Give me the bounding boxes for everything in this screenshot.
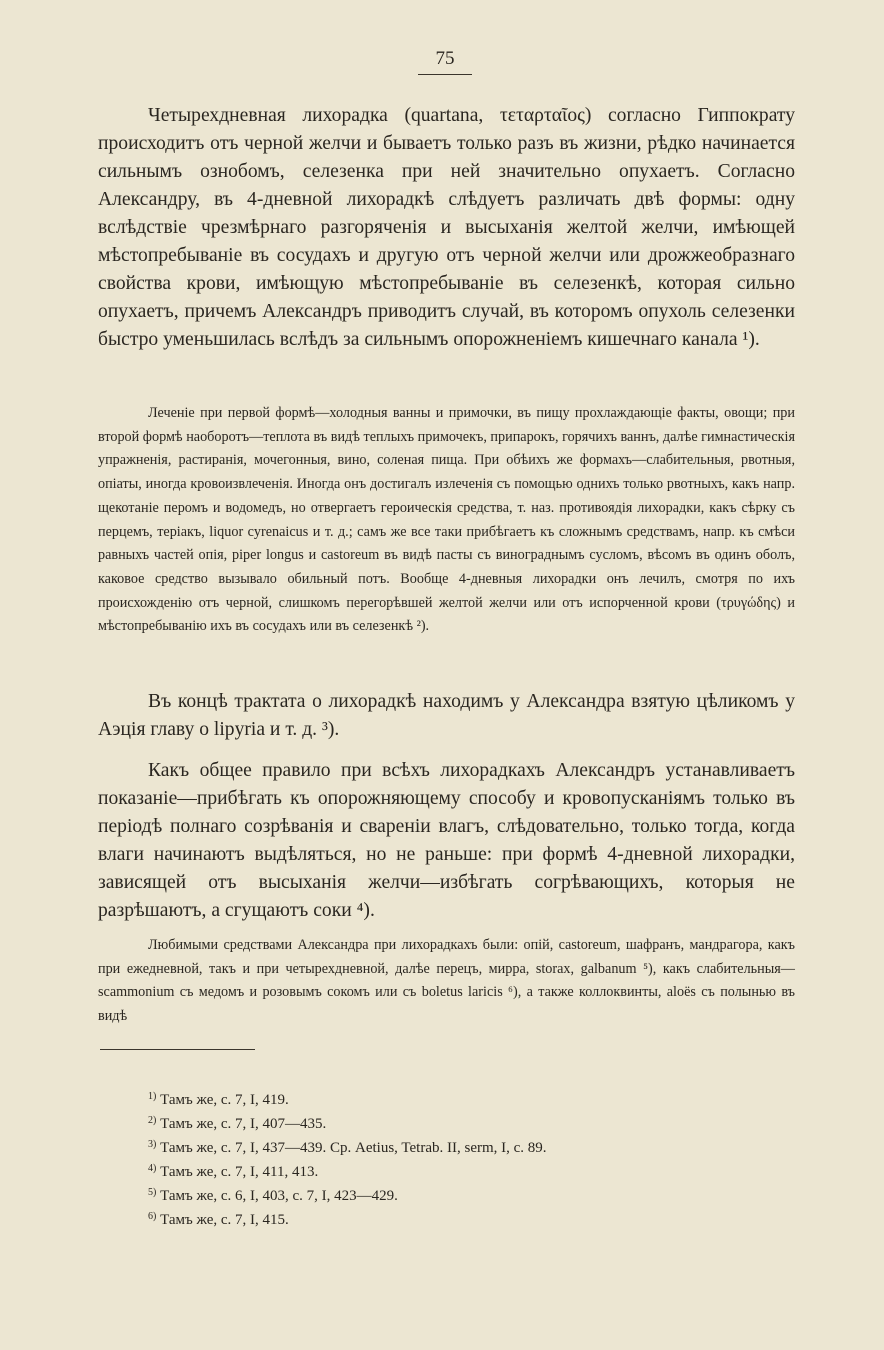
footnote-mark: 1) [148, 1091, 157, 1102]
page-number: 75 [435, 48, 455, 69]
footnote [148, 1133, 788, 1157]
paragraph-general-rule: Какъ общее правило при всѣхъ лихорадкахъ Александръ устанавливаетъ показаніе—прибѣгать къ опорожняющему способу и кровопусканіямъ только въ періодѣ полнаго созрѣванія и свареніи влагъ, слѣдовательно, только тогда, когда влаги начинаютъ выдѣляться, но не раньше: при формѣ 4-дневной лихорадки, зависящей отъ высыханія желчи—избѣгать согрѣвающихъ, которыя не разрѣшаютъ, а сгущаютъ соки ⁴). [98, 760, 795, 921]
footnote-rule [100, 1049, 255, 1050]
footnote-mark: 6) [148, 1211, 157, 1222]
page-number-rule [418, 74, 472, 75]
footnote [148, 1205, 788, 1229]
footnote [148, 1085, 788, 1109]
footnote-text: Тамъ же, с. 7, I, 407—435. [160, 1116, 327, 1132]
footnote-text: Тамъ же, с. 7, I, 419. [160, 1092, 289, 1108]
footnote [148, 1109, 788, 1133]
footnote-text: Тамъ же, с. 7, I, 437—439. Ср. Aetius, Tetrab. II, serm, I, с. 89. [160, 1140, 547, 1156]
footnotes-list [148, 1085, 788, 1229]
footnote [148, 1181, 788, 1205]
footnote-mark: 5) [148, 1187, 157, 1198]
paragraph-treatment: Леченіе при первой формѣ—холодныя ванны и примочки, въ пищу прохлаждающіе факты, овощи; при второй формѣ наоборотъ—теплота въ видѣ теплыхъ примочекъ, припарокъ, горячихъ ваннъ, далѣе гимнастическія упражненія, растиранія, мочегонныя, вино, соленая пища. При обѣихъ же формахъ—слабительныя, рвотныя, опіаты, иногда кровоизвлеченія. Иногда онъ достигалъ излеченія съ помощью однихъ только рвотныхъ, какъ напр. щекотаніе перомъ и водомедъ, но отвергаетъ героическія средства, т. наз. противоядія лихорадки, какъ сѣрку съ перцемъ, теріакъ, liquor cyrenaicus и т. д.; самъ же все таки прибѣгаетъ къ сложнымъ средствамъ, напр. къ смѣси равныхъ частей опія, piper longus и castoreum въ видѣ пасты съ винограднымъ сусломъ, вѣсомъ въ одинъ оболъ, каковое средство вызывало обильный потъ. Вообще 4-дневныя лихорадки онъ лечилъ, смотря по ихъ происхожденію отъ черной, слишкомъ перегорѣвшей желтой желчи или отъ испорченной крови (τρυγώδης) и мѣстопребыванію ихъ въ сосудахъ или въ селезенкѣ ²). [98, 405, 795, 635]
footnote [148, 1157, 788, 1181]
footnote-mark: 2) [148, 1115, 157, 1126]
footnote-mark: 3) [148, 1139, 157, 1150]
footnote-text: Тамъ же, с. 7, I, 415. [160, 1212, 289, 1228]
footnote-text: Тамъ же, с. 6, I, 403, с. 7, I, 423—429. [160, 1188, 398, 1204]
paragraph-treatise-end: Въ концѣ трактата о лихорадкѣ находимъ у Александра взятую цѣликомъ у Аэція главу о lipyria и т. д. ³). [98, 691, 795, 740]
paragraph-quartan-fever: Четырехдневная лихорадка (quartana, τεταρταῖος) согласно Гиппократу происходитъ отъ черной желчи и бываетъ только разъ въ жизни, рѣдко начинается сильнымъ ознобомъ, селезенка при ней значительно опухаетъ. Согласно Александру, въ 4-дневной лихорадкѣ слѣдуетъ различать двѣ формы: одну вслѣдствіе чрезмѣрнаго разгоряченія и высыханія желтой желчи, имѣющей мѣстопребываніе въ сосудахъ и другую отъ черной желчи или дрожжеобразнаго свойства крови, имѣющую мѣстопребываніе въ селезенкѣ, которая сильно опухаетъ, причемъ Александръ приводитъ случай, въ которомъ опухоль селезенки быстро уменьшилась вслѣдъ за сильнымъ опорожненіемъ кишечнаго канала ¹). [98, 105, 795, 350]
footnote-text: Тамъ же, с. 7, I, 411, 413. [160, 1164, 319, 1180]
paragraph-favorite-remedies: Любимыми средствами Александра при лихорадкахъ были: опій, castoreum, шафранъ, мандрагора, какъ при ежедневной, такъ и при четырехдневной, далѣе перецъ, мирра, storax, galbanum ⁵), какъ слабительныя—scammonium съ медомъ и розовымъ сокомъ или съ boletus laricis ⁶), а также коллоквинты, aloës съ полынью въ видѣ [98, 937, 795, 1025]
footnote-mark: 4) [148, 1163, 157, 1174]
